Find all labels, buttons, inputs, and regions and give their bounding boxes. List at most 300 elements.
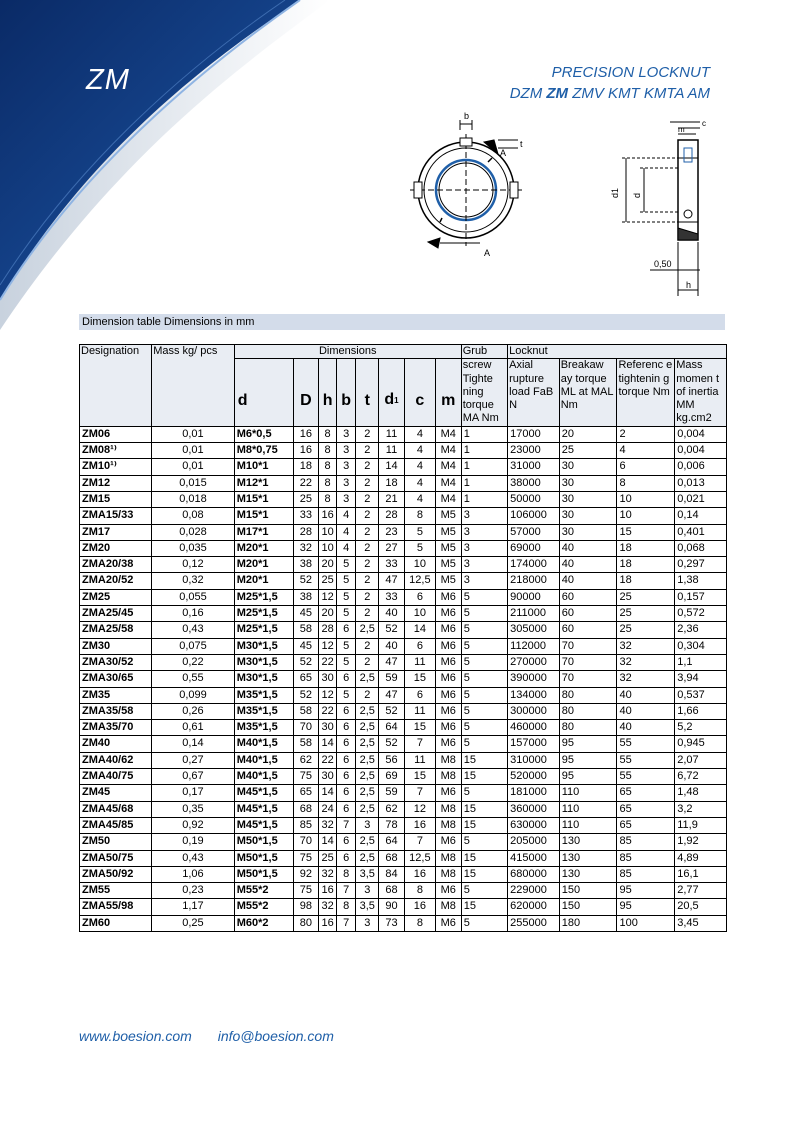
header-d: d — [234, 359, 293, 426]
table-cell: 62 — [293, 752, 319, 768]
table-cell: 2 — [356, 606, 379, 622]
table-row — [80, 801, 727, 817]
table-cell: 80 — [559, 687, 617, 703]
table-cell: M55*2 — [234, 899, 293, 915]
table-cell: 95 — [617, 883, 675, 899]
table-cell: 2,5 — [356, 720, 379, 736]
table-cell: 4,89 — [675, 850, 727, 866]
table-cell: 40 — [617, 720, 675, 736]
email-link[interactable]: info@boesion.com — [217, 1028, 334, 1044]
table-cell: 130 — [559, 834, 617, 850]
table-cell: M20*1 — [234, 573, 293, 589]
table-cell: 14 — [319, 736, 337, 752]
table-cell: 5 — [461, 671, 507, 687]
table-cell: 16 — [293, 426, 319, 442]
table-cell: 30 — [319, 671, 337, 687]
table-cell: 33 — [293, 508, 319, 524]
table-cell: 25 — [617, 606, 675, 622]
table-cell: 2 — [356, 459, 379, 475]
table-cell: 0,19 — [152, 834, 235, 850]
table-cell: M35*1,5 — [234, 720, 293, 736]
table-cell: 11,9 — [675, 817, 727, 833]
table-cell: 8 — [404, 883, 435, 899]
table-cell: 22 — [293, 475, 319, 491]
table-cell: 4 — [617, 443, 675, 459]
table-cell: 52 — [293, 573, 319, 589]
table-cell: 5 — [336, 638, 356, 654]
table-cell: 0,945 — [675, 736, 727, 752]
table-cell: 2 — [617, 426, 675, 442]
table-cell: M25*1,5 — [234, 606, 293, 622]
table-cell: M6 — [435, 606, 461, 622]
table-cell: 12,5 — [404, 573, 435, 589]
table-cell: 0,43 — [152, 850, 235, 866]
table-cell: 6 — [336, 769, 356, 785]
table-cell: 52 — [379, 703, 405, 719]
table-cell: 60 — [559, 589, 617, 605]
table-cell: 110 — [559, 817, 617, 833]
table-cell: 0,67 — [152, 769, 235, 785]
table-row — [80, 557, 727, 573]
table-cell: 95 — [559, 752, 617, 768]
table-cell: ZM45 — [80, 785, 152, 801]
table-cell: 25 — [559, 443, 617, 459]
table-cell: 18 — [293, 459, 319, 475]
table-cell: 80 — [559, 720, 617, 736]
table-cell: 40 — [617, 687, 675, 703]
table-cell: ZM35 — [80, 687, 152, 703]
table-cell: ZM40 — [80, 736, 152, 752]
table-cell: 305000 — [508, 622, 560, 638]
table-cell: 24 — [319, 801, 337, 817]
table-cell: 70 — [559, 654, 617, 670]
table-cell: 3 — [336, 475, 356, 491]
table-cell: 65 — [617, 801, 675, 817]
table-cell: 0,006 — [675, 459, 727, 475]
table-cell: M10*1 — [234, 459, 293, 475]
table-cell: 20 — [319, 606, 337, 622]
table-cell: M6 — [435, 915, 461, 931]
table-cell: 15 — [461, 850, 507, 866]
table-cell: 0,004 — [675, 443, 727, 459]
table-row — [80, 606, 727, 622]
table-cell: M45*1,5 — [234, 801, 293, 817]
table-cell: 5 — [461, 622, 507, 638]
table-cell: 73 — [379, 915, 405, 931]
table-cell: 40 — [379, 638, 405, 654]
table-cell: 75 — [293, 850, 319, 866]
table-cell: 3 — [336, 459, 356, 475]
table-cell: ZMA45/85 — [80, 817, 152, 833]
table-cell: 25 — [617, 589, 675, 605]
table-cell: 520000 — [508, 769, 560, 785]
table-cell: M17*1 — [234, 524, 293, 540]
table-cell: 1 — [461, 475, 507, 491]
table-cell: 95 — [617, 899, 675, 915]
table-cell: M5 — [435, 540, 461, 556]
table-cell: 70 — [559, 671, 617, 687]
product-title-line1: PRECISION LOCKNUT — [551, 64, 710, 81]
table-cell: 5 — [461, 606, 507, 622]
label-b: b — [464, 111, 470, 121]
table-cell: 65 — [617, 817, 675, 833]
table-cell: M6 — [435, 785, 461, 801]
table-cell: 2,5 — [356, 752, 379, 768]
label-t: t — [520, 139, 523, 149]
table-row — [80, 915, 727, 931]
table-cell: 55 — [617, 752, 675, 768]
table-cell: 85 — [293, 817, 319, 833]
table-cell: ZM25 — [80, 589, 152, 605]
table-cell: 0,43 — [152, 622, 235, 638]
table-cell: 52 — [379, 622, 405, 638]
table-cell: 3 — [461, 540, 507, 556]
table-cell: 0,021 — [675, 491, 727, 507]
table-row — [80, 524, 727, 540]
table-cell: 620000 — [508, 899, 560, 915]
table-cell: M4 — [435, 491, 461, 507]
table-row — [80, 540, 727, 556]
table-cell: M4 — [435, 459, 461, 475]
table-cell: 10 — [319, 540, 337, 556]
table-cell: 32 — [319, 866, 337, 882]
table-cell: 16,1 — [675, 866, 727, 882]
table-cell: 59 — [379, 671, 405, 687]
table-cell: M6 — [435, 687, 461, 703]
table-cell: 5 — [461, 785, 507, 801]
table-cell: 0,26 — [152, 703, 235, 719]
table-cell: 20,5 — [675, 899, 727, 915]
table-cell: 40 — [559, 540, 617, 556]
table-cell: M8 — [435, 850, 461, 866]
table-cell: 0,12 — [152, 557, 235, 573]
table-row — [80, 589, 727, 605]
table-cell: 27 — [379, 540, 405, 556]
table-cell: 4 — [404, 491, 435, 507]
table-row — [80, 573, 727, 589]
table-cell: M8*0,75 — [234, 443, 293, 459]
table-cell: 32 — [617, 638, 675, 654]
table-cell: 1 — [461, 443, 507, 459]
table-cell: 2,5 — [356, 834, 379, 850]
header-dimensions: Dimensions — [234, 345, 461, 359]
table-cell: 3 — [356, 883, 379, 899]
table-cell: ZMA35/58 — [80, 703, 152, 719]
table-cell: 6 — [404, 687, 435, 703]
table-cell: 100 — [617, 915, 675, 931]
table-cell: 6 — [336, 703, 356, 719]
table-cell: 55 — [617, 736, 675, 752]
table-cell: 0,018 — [152, 491, 235, 507]
table-cell: 8 — [404, 508, 435, 524]
table-body — [80, 426, 727, 931]
table-cell: 1 — [461, 426, 507, 442]
table-cell: 6 — [404, 638, 435, 654]
table-cell: M25*1,5 — [234, 622, 293, 638]
header-axial: Axial rupture load FaB N — [508, 359, 560, 426]
table-cell: 20 — [319, 557, 337, 573]
table-cell: 16 — [404, 817, 435, 833]
table-cell: 2,5 — [356, 671, 379, 687]
table-cell: 15 — [461, 899, 507, 915]
table-cell: 2,07 — [675, 752, 727, 768]
table-cell: 1,1 — [675, 654, 727, 670]
table-cell: 157000 — [508, 736, 560, 752]
label-h: h — [686, 280, 692, 290]
table-cell: 16 — [319, 508, 337, 524]
table-cell: 15 — [404, 769, 435, 785]
table-cell: M5 — [435, 508, 461, 524]
table-cell: 0,537 — [675, 687, 727, 703]
table-cell: 0,01 — [152, 459, 235, 475]
table-cell: 5 — [461, 654, 507, 670]
table-row — [80, 752, 727, 768]
table-row — [80, 508, 727, 524]
table-cell: 0,157 — [675, 589, 727, 605]
table-cell: M25*1,5 — [234, 589, 293, 605]
table-cell: 25 — [319, 573, 337, 589]
table-cell: 92 — [293, 866, 319, 882]
table-cell: 10 — [617, 508, 675, 524]
table-cell: 1,17 — [152, 899, 235, 915]
table-cell: 211000 — [508, 606, 560, 622]
table-cell: 38000 — [508, 475, 560, 491]
table-row — [80, 622, 727, 638]
table-cell: ZMA30/52 — [80, 654, 152, 670]
table-cell: 30 — [559, 491, 617, 507]
table-cell: 16 — [404, 866, 435, 882]
table-cell: 55 — [617, 769, 675, 785]
table-cell: 5 — [404, 524, 435, 540]
table-cell: 0,25 — [152, 915, 235, 931]
header-reference: Referenc e tightenin g torque Nm — [617, 359, 675, 426]
header-grub-detail: screw Tighte ning torque MA Nm — [461, 359, 507, 426]
table-cell: 21 — [379, 491, 405, 507]
table-cell: 1,48 — [675, 785, 727, 801]
table-cell: 3,2 — [675, 801, 727, 817]
table-cell: 130 — [559, 866, 617, 882]
table-cell: M30*1,5 — [234, 671, 293, 687]
table-cell: 90000 — [508, 589, 560, 605]
table-row — [80, 850, 727, 866]
table-cell: 3,45 — [675, 915, 727, 931]
table-cell: 15 — [404, 671, 435, 687]
table-cell: ZMA25/45 — [80, 606, 152, 622]
label-c: c — [702, 119, 706, 128]
table-cell: 5 — [461, 834, 507, 850]
table-cell: 50000 — [508, 491, 560, 507]
table-row — [80, 883, 727, 899]
table-cell: 65 — [293, 785, 319, 801]
table-cell: M35*1,5 — [234, 703, 293, 719]
table-cell: 229000 — [508, 883, 560, 899]
table-cell: M15*1 — [234, 508, 293, 524]
table-cell: 134000 — [508, 687, 560, 703]
table-cell: 30 — [559, 459, 617, 475]
table-cell: 85 — [617, 866, 675, 882]
table-cell: 56 — [379, 752, 405, 768]
table-cell: 59 — [379, 785, 405, 801]
table-cell: 181000 — [508, 785, 560, 801]
dimension-table — [79, 344, 727, 932]
table-cell: 30 — [559, 508, 617, 524]
table-cell: 0,14 — [675, 508, 727, 524]
table-cell: 3 — [461, 573, 507, 589]
table-cell: 58 — [293, 703, 319, 719]
table-cell: 47 — [379, 687, 405, 703]
table-cell: M5 — [435, 524, 461, 540]
table-cell: 5 — [336, 589, 356, 605]
table-cell: 4 — [336, 524, 356, 540]
table-cell: 6 — [404, 589, 435, 605]
table-cell: M30*1,5 — [234, 638, 293, 654]
table-row — [80, 720, 727, 736]
table-cell: 2,5 — [356, 769, 379, 785]
table-cell: 8 — [319, 491, 337, 507]
table-row — [80, 443, 727, 459]
product-title-line2: DZM ZM ZMV KMT KMTA AM — [509, 85, 710, 102]
table-cell: 3 — [461, 508, 507, 524]
table-cell: 30 — [559, 475, 617, 491]
table-cell: 460000 — [508, 720, 560, 736]
table-cell: 6,72 — [675, 769, 727, 785]
table-cell: 0,075 — [152, 638, 235, 654]
table-cell: 20 — [559, 426, 617, 442]
table-cell: 0,013 — [675, 475, 727, 491]
table-cell: M6 — [435, 671, 461, 687]
table-cell: 2 — [356, 654, 379, 670]
header-grub: Grub — [461, 345, 507, 359]
brand-title: ZM — [86, 64, 130, 96]
table-cell: 12 — [319, 687, 337, 703]
table-cell: M40*1,5 — [234, 736, 293, 752]
table-cell: 32 — [617, 654, 675, 670]
table-cell: 2,5 — [356, 850, 379, 866]
table-cell: ZM06 — [80, 426, 152, 442]
table-cell: 30 — [559, 524, 617, 540]
table-cell: 1 — [461, 491, 507, 507]
table-cell: 5 — [404, 540, 435, 556]
table-row — [80, 834, 727, 850]
table-cell: 12 — [319, 638, 337, 654]
table-cell: M6 — [435, 736, 461, 752]
header-d1: d1 — [379, 359, 405, 426]
table-cell: 22 — [319, 703, 337, 719]
table-cell: 70 — [293, 720, 319, 736]
table-cell: 0,92 — [152, 817, 235, 833]
table-cell: 65 — [293, 671, 319, 687]
table-cell: M6*0,5 — [234, 426, 293, 442]
table-cell: 14 — [404, 622, 435, 638]
table-cell: 0,08 — [152, 508, 235, 524]
label-d1: d1 — [610, 187, 620, 198]
table-cell: 7 — [404, 736, 435, 752]
table-cell: 8 — [319, 426, 337, 442]
table-cell: 16 — [319, 883, 337, 899]
header-mass: Mass kg/ pcs — [152, 345, 235, 427]
table-cell: 8 — [404, 915, 435, 931]
table-cell: 18 — [617, 540, 675, 556]
table-cell: M20*1 — [234, 540, 293, 556]
table-cell: 95 — [559, 736, 617, 752]
table-cell: M40*1,5 — [234, 769, 293, 785]
table-cell: ZMA15/33 — [80, 508, 152, 524]
table-cell: 4 — [404, 426, 435, 442]
table-cell: 310000 — [508, 752, 560, 768]
label-m: m — [678, 125, 685, 134]
table-cell: 47 — [379, 654, 405, 670]
table-cell: 0,27 — [152, 752, 235, 768]
table-cell: M30*1,5 — [234, 654, 293, 670]
table-cell: 5 — [461, 720, 507, 736]
website-link[interactable]: www.boesion.com — [79, 1028, 192, 1044]
table-cell: M12*1 — [234, 475, 293, 491]
table-cell: 2 — [356, 475, 379, 491]
table-cell: M50*1,5 — [234, 866, 293, 882]
table-cell: 18 — [617, 573, 675, 589]
table-cell: 15 — [404, 720, 435, 736]
table-cell: 69000 — [508, 540, 560, 556]
table-cell: 0,35 — [152, 801, 235, 817]
table-cell: 15 — [461, 801, 507, 817]
table-cell: M60*2 — [234, 915, 293, 931]
table-cell: M45*1,5 — [234, 785, 293, 801]
table-cell: 7 — [404, 785, 435, 801]
table-cell: M4 — [435, 475, 461, 491]
table-cell: 5 — [336, 606, 356, 622]
table-cell: 33 — [379, 557, 405, 573]
table-cell: 30 — [319, 769, 337, 785]
table-cell: 65 — [617, 785, 675, 801]
table-cell: 3 — [336, 491, 356, 507]
table-cell: 16 — [293, 443, 319, 459]
table-cell: 7 — [336, 817, 356, 833]
table-cell: M5 — [435, 557, 461, 573]
table-cell: ZMA40/62 — [80, 752, 152, 768]
table-cell: 28 — [319, 622, 337, 638]
table-cell: 52 — [293, 687, 319, 703]
table-cell: 84 — [379, 866, 405, 882]
table-cell: 3 — [461, 524, 507, 540]
table-cell: 2 — [356, 540, 379, 556]
table-cell: 5 — [336, 573, 356, 589]
table-cell: 7 — [404, 834, 435, 850]
table-cell: 3,5 — [356, 866, 379, 882]
table-cell: 14 — [379, 459, 405, 475]
table-cell: 0,068 — [675, 540, 727, 556]
table-cell: 18 — [379, 475, 405, 491]
table-cell: 6 — [336, 785, 356, 801]
table-cell: 52 — [293, 654, 319, 670]
table-row — [80, 899, 727, 915]
table-cell: 174000 — [508, 557, 560, 573]
table-cell: M50*1,5 — [234, 834, 293, 850]
table-cell: M35*1,5 — [234, 687, 293, 703]
table-cell: 23000 — [508, 443, 560, 459]
footer — [79, 1028, 356, 1044]
table-cell: 2,5 — [356, 736, 379, 752]
table-cell: 150 — [559, 899, 617, 915]
table-cell: M8 — [435, 801, 461, 817]
table-cell: 5,2 — [675, 720, 727, 736]
table-cell: 40 — [559, 557, 617, 573]
table-cell: 1,06 — [152, 866, 235, 882]
table-cell: 22 — [319, 752, 337, 768]
table-cell: 12 — [404, 801, 435, 817]
table-cell: 3 — [461, 557, 507, 573]
table-cell: 31000 — [508, 459, 560, 475]
table-cell: ZM12 — [80, 475, 152, 491]
